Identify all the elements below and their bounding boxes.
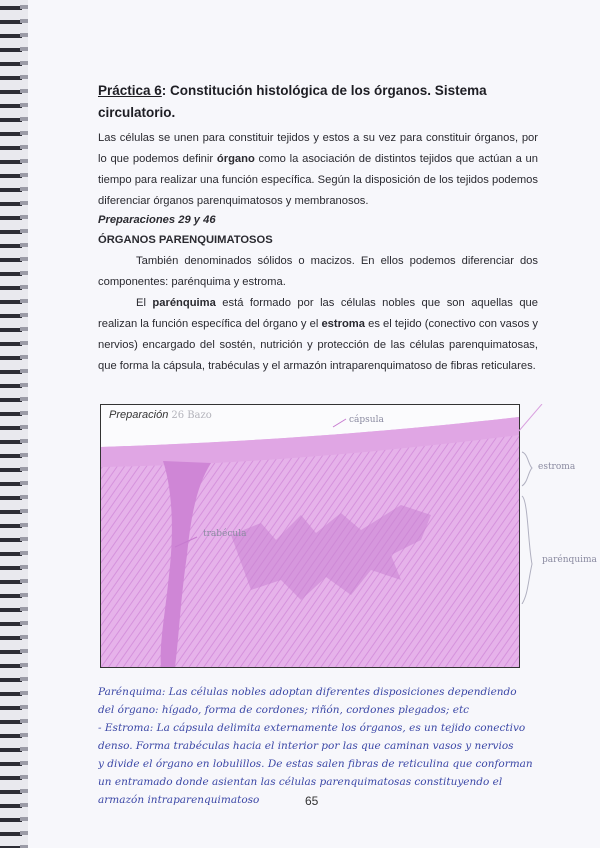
- figure-number: 26: [171, 410, 185, 421]
- title-rest: : Constitución histológica de los órganos. Sistema circulatorio.: [98, 83, 487, 120]
- p2-text-c: es el tejido (conectivo con vasos y nervios) encargado del sostén, nutrición y protección de las células parenquimatosas, que forma la cápsula, trabéculas y el armazón intraparenquimatoso de fibras reticulares.: [98, 318, 539, 372]
- figure-label: [109, 409, 212, 421]
- figure-label-text: Preparación: [109, 409, 169, 421]
- label-estroma: estroma: [538, 462, 576, 472]
- spleen-drawing: [101, 405, 519, 667]
- p2-text-a: El: [136, 297, 153, 309]
- label-trabecula: trabécula: [203, 529, 247, 539]
- handwritten-line-6: un entramado donde asientan las células parenquimatosas constituyendo el: [98, 776, 503, 788]
- handwritten-line-3: - Estroma: La cápsula delimita externamente los órganos, es un tejido conectivo: [98, 722, 526, 734]
- handwritten-line-2: del órgano: hígado, forma de cordones; riñón, cordones plegados; etc: [98, 704, 470, 716]
- page-number: 65: [305, 794, 319, 808]
- page-title: [98, 80, 548, 124]
- handwritten-line-4: denso. Forma trabéculas hacia el interior por las que caminan vasos y nervios: [98, 740, 514, 752]
- margin-brackets: [518, 404, 600, 604]
- handwritten-line-5: y divide el órgano en lobulillos. De estas salen fibras de reticulina que conforman: [98, 758, 533, 770]
- handwritten-line-1: Parénquima: Las células nobles adoptan diferentes disposiciones dependiendo: [98, 686, 517, 698]
- intro-term-organo: órgano: [216, 153, 255, 165]
- spiral-binding: [0, 0, 22, 848]
- capsula-pointer: [333, 419, 346, 427]
- title-prefix: Práctica 6: [98, 83, 162, 98]
- intro-text-a: Las células se unen para constituir tejidos y estos a su vez para constituir órganos, por lo que podemos definir: [98, 132, 538, 165]
- section-heading: ÓRGANOS PARENQUIMATOSOS: [98, 234, 273, 246]
- label-capsula: cápsula: [349, 415, 384, 425]
- histology-figure: [100, 404, 520, 668]
- paragraph-parenquima: [98, 293, 538, 377]
- label-parenquima: parénquima: [542, 555, 597, 565]
- intro-paragraph: [98, 128, 538, 212]
- preparaciones-line: Preparaciones 29 y 46: [98, 214, 216, 226]
- intro-text-b: como la asociación de distintos tejidos que actúan a un tiempo para realizar una función específica. Según la disposición de los tejidos podemos diferenciar órganos parenquimatosos y membranosos.: [98, 153, 538, 207]
- p2-text-b: está formado por las células nobles que son aquellas que realizan la función específica del órgano y el: [98, 297, 538, 330]
- figure-organ: Bazo: [187, 410, 212, 421]
- binding-holes: [20, 0, 28, 848]
- paragraph-solidos: También denominados sólidos o macizos. En ellos podemos diferenciar dos componentes: parénquima y estroma.: [98, 255, 538, 288]
- term-parenquima: parénquima: [152, 297, 216, 309]
- handwritten-line-7: armazón intraparenquimatoso: [98, 794, 260, 806]
- term-estroma: estroma: [321, 318, 365, 330]
